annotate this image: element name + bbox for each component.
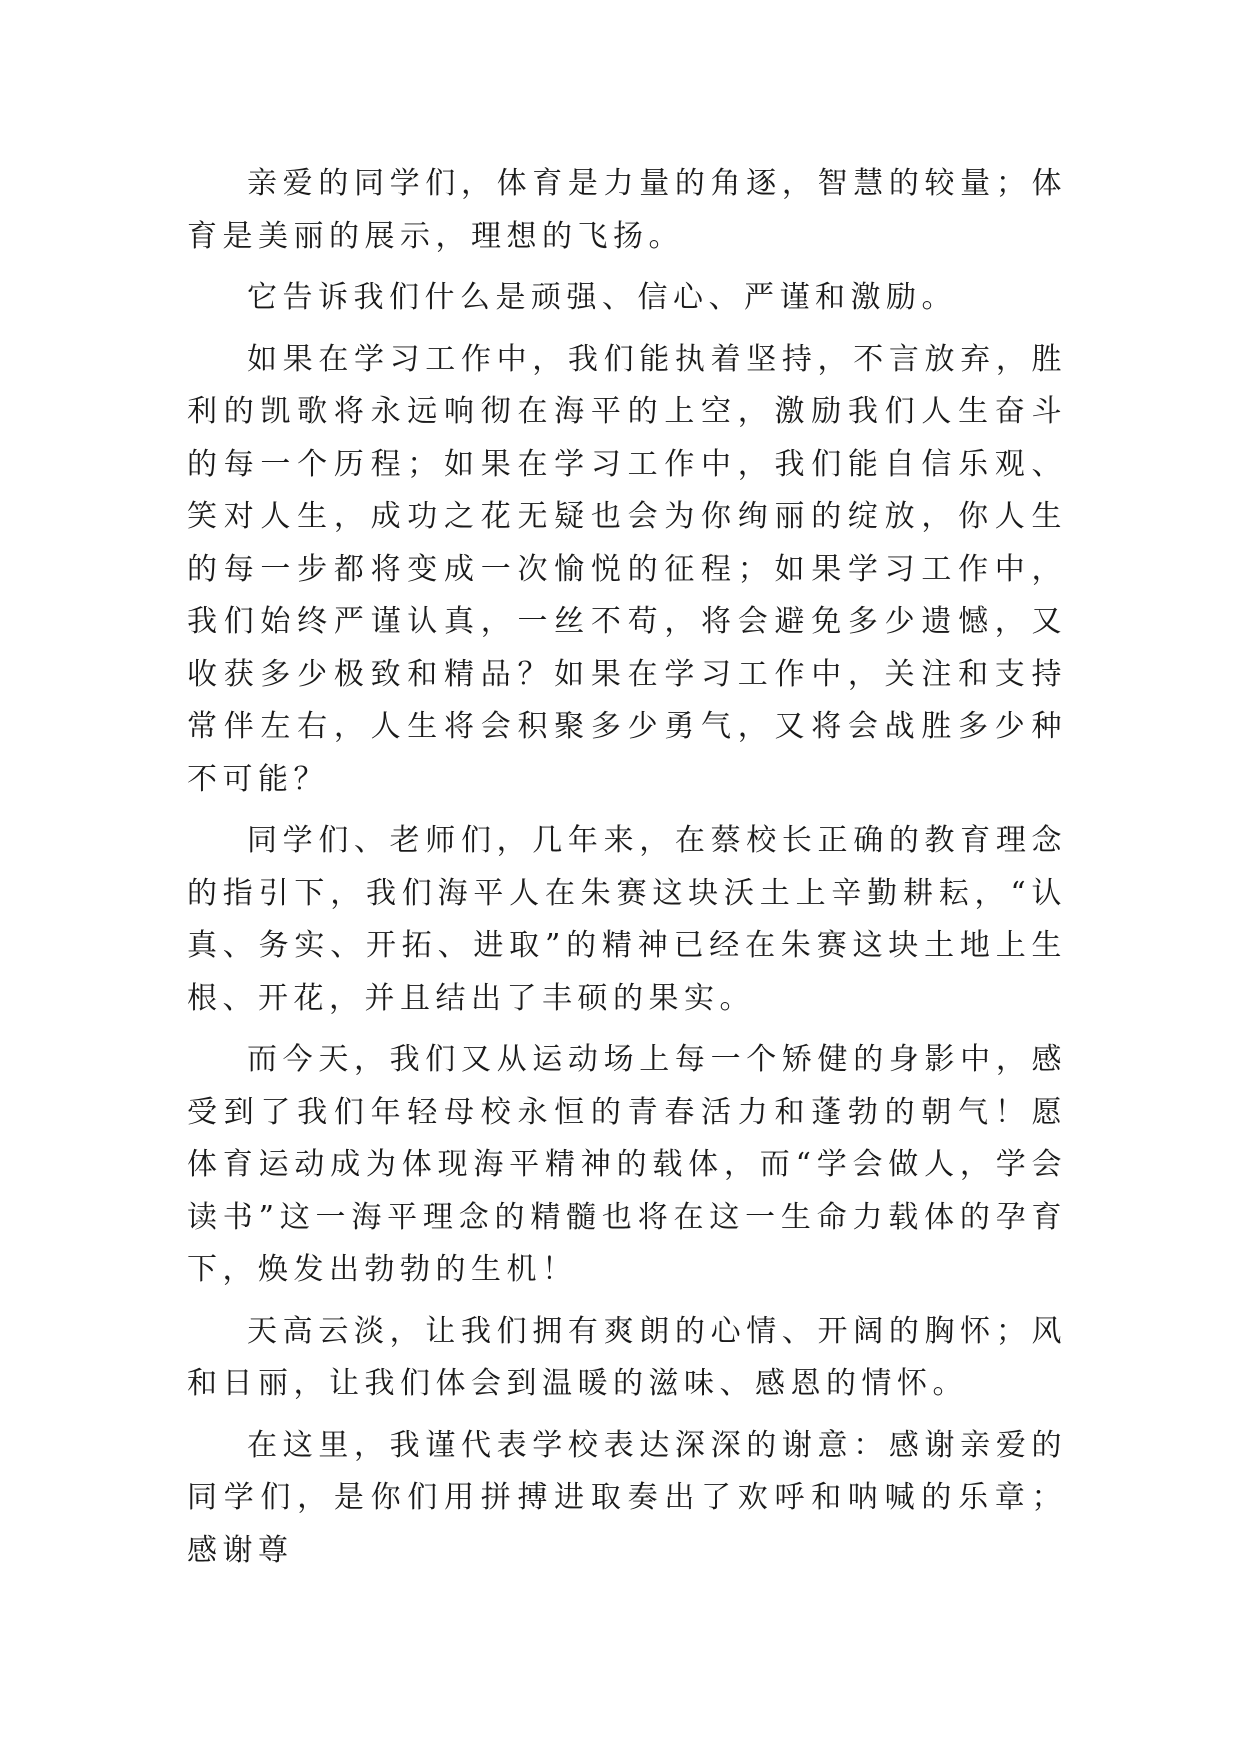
paragraph: 天高云淡，让我们拥有爽朗的心情、开阔的胸怀；风和日丽，让我们体会到温暖的滋味、感恩的情怀。	[187, 1313, 1067, 1401]
paragraph: 如果在学习工作中，我们能执着坚持，不言放弃，胜利的凯歌将永远响彻在海平的上空，激励我们人生奋斗的每一个历程；如果在学习工作中，我们能自信乐观、笑对人生，成功之花无疑也会为你绚丽的绽放，你人生的每一步都将变成一次愉悦的征程；如果学习工作中，我们始终严谨认真，一丝不苟，将会避免多少遗憾，又收获多少极致和精品？如果在学习工作中，关注和支持常伴左右，人生将会积聚多少勇气，又将会战胜多少种不可能？	[187, 341, 1067, 797]
document-body	[187, 158, 1067, 1586]
paragraph: 在这里，我谨代表学校表达深深的谢意：感谢亲爱的同学们，是你们用拼搏进取奏出了欢呼和呐喊的乐章；感谢尊	[187, 1427, 1067, 1568]
paragraph: 而今天，我们又从运动场上每一个矫健的身影中，感受到了我们年轻母校永恒的青春活力和蓬勃的朝气！愿体育运动成为体现海平精神的载体，而“学会做人，学会读书”这一海平理念的精髓也将在这一生命力载体的孕育下，焕发出勃勃的生机！	[187, 1042, 1067, 1287]
paragraph: 它告诉我们什么是顽强、信心、严谨和激励。	[247, 280, 957, 315]
paragraph: 亲爱的同学们，体育是力量的角逐，智慧的较量；体育是美丽的展示，理想的飞扬。	[187, 166, 1067, 254]
paragraph: 同学们、老师们，几年来，在蔡校长正确的教育理念的指引下，我们海平人在朱赛这块沃土上辛勤耕耘，“认真、务实、开拓、进取”的精神已经在朱赛这块土地上生根、开花，并且结出了丰硕的果实。	[187, 823, 1067, 1016]
